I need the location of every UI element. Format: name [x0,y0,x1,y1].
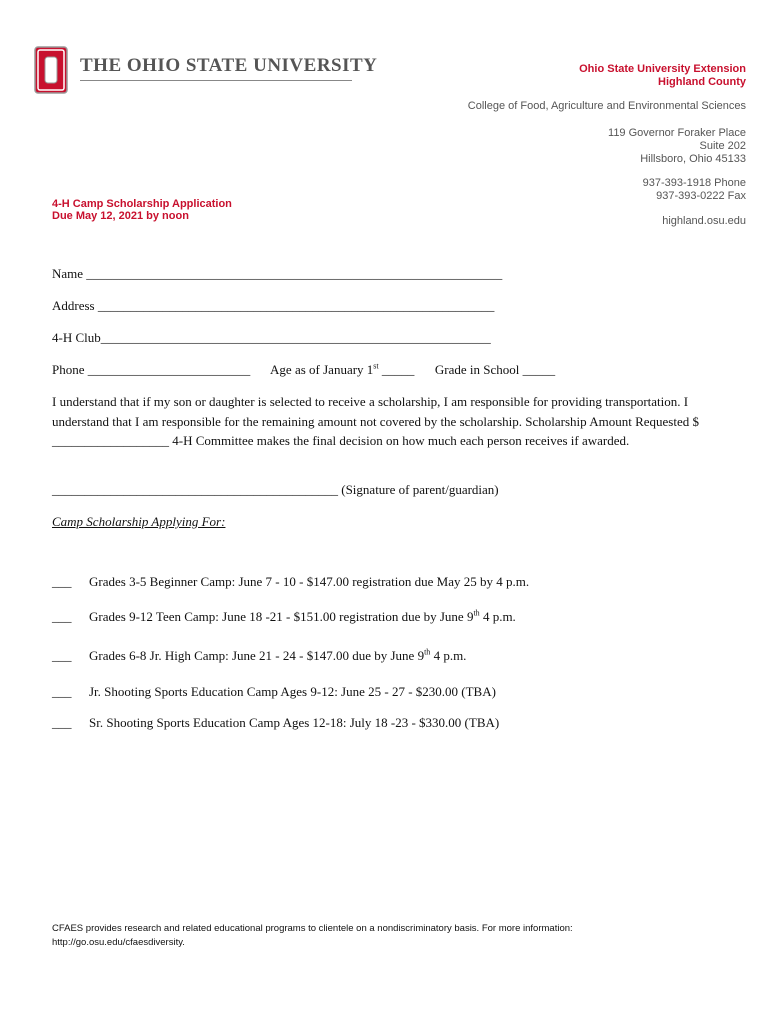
responsibility-statement: I understand that if my son or daughter is selected to receive a scholarship, I am responsible for providing transportation. I understand that I am responsible for the remaining amount not covered by the scholarship. Scholarship Amount Requested $ __________________ 4-H Committee makes the final decision on how much each person receives if awarded. [52,394,699,448]
phone-field[interactable]: Phone _________________________ [52,362,251,377]
university-name: THE OHIO STATE UNIVERSITY [80,55,378,76]
footer-link[interactable]: http://go.osu.edu/cfaesdiversity. [52,937,185,948]
camp-checkbox-blank[interactable]: ___ [52,574,72,589]
camp-label-end: 4 p.m. [479,609,516,624]
camp-checkbox-blank[interactable]: ___ [52,648,72,663]
camp-option[interactable] [52,609,516,625]
address-line-1: 119 Governor Foraker Place [608,127,746,139]
camp-sup: th [424,647,431,657]
website-link[interactable]: highland.osu.edu [662,215,746,227]
camp-label: Grades 9-12 Teen Camp: June 18 -21 - $151.00 registration due by June 9 [89,609,474,624]
camp-option[interactable] [52,574,529,590]
camp-label: Grades 3-5 Beginner Camp: June 7 - 10 - $147.00 registration due May 25 by 4 p.m. [89,574,530,589]
due-date: Due May 12, 2021 by noon [52,210,189,222]
camp-sup: th [473,608,480,618]
camp-label-end: 4 p.m. [430,648,467,663]
club-field[interactable]: 4-H Club____________________________________________________________ [52,330,491,345]
grade-field[interactable]: Grade in School _____ [434,362,556,377]
age-label: Age as of January 1 [270,362,374,377]
footer-line-1: CFAES provides research and related educational programs to clientele on a nondiscriminatory basis. For more information: [52,923,573,934]
document-title: 4-H Camp Scholarship Application [52,198,232,210]
college-name: College of Food, Agriculture and Environmental Sciences [467,100,746,112]
nondiscrimination-footer [52,922,672,950]
camp-checkbox-blank[interactable]: ___ [52,609,72,624]
signature-line[interactable]: ____________________________________________ (Signature of parent/guardian) [52,482,499,497]
county-name: Highland County [658,76,746,88]
phone-number: 937-393-1918 Phone [642,177,746,189]
address-field[interactable]: Address _____________________________________________________________ [52,298,495,313]
camp-label: Sr. Shooting Sports Education Camp Ages 12-18: July 18 -23 - $330.00 (TBA) [89,715,500,730]
fax-number: 937-393-0222 Fax [656,190,746,202]
camp-option[interactable] [52,684,496,700]
extension-office: Ohio State University Extension [579,63,746,75]
camp-checkbox-blank[interactable]: ___ [52,715,72,730]
block-o-logo-icon [34,46,68,94]
phone-age-grade-row [52,362,555,378]
camp-option[interactable] [52,648,466,664]
camp-option[interactable] [52,715,499,731]
address-line-3: Hillsboro, Ohio 45133 [640,153,746,165]
logo-divider [80,80,352,81]
name-field[interactable]: Name ________________________________________________________________ [52,266,503,281]
age-blank: _____ [378,362,415,377]
address-line-2: Suite 202 [699,140,746,152]
camp-label: Jr. Shooting Sports Education Camp Ages 9-12: June 25 - 27 - $230.00 (TBA) [89,684,496,699]
age-sup: st [373,361,379,371]
camp-checkbox-blank[interactable]: ___ [52,684,72,699]
camps-heading: Camp Scholarship Applying For: [52,514,226,529]
age-field[interactable] [270,362,414,377]
camp-label: Grades 6-8 Jr. High Camp: June 21 - 24 - $147.00 due by June 9 [89,648,425,663]
